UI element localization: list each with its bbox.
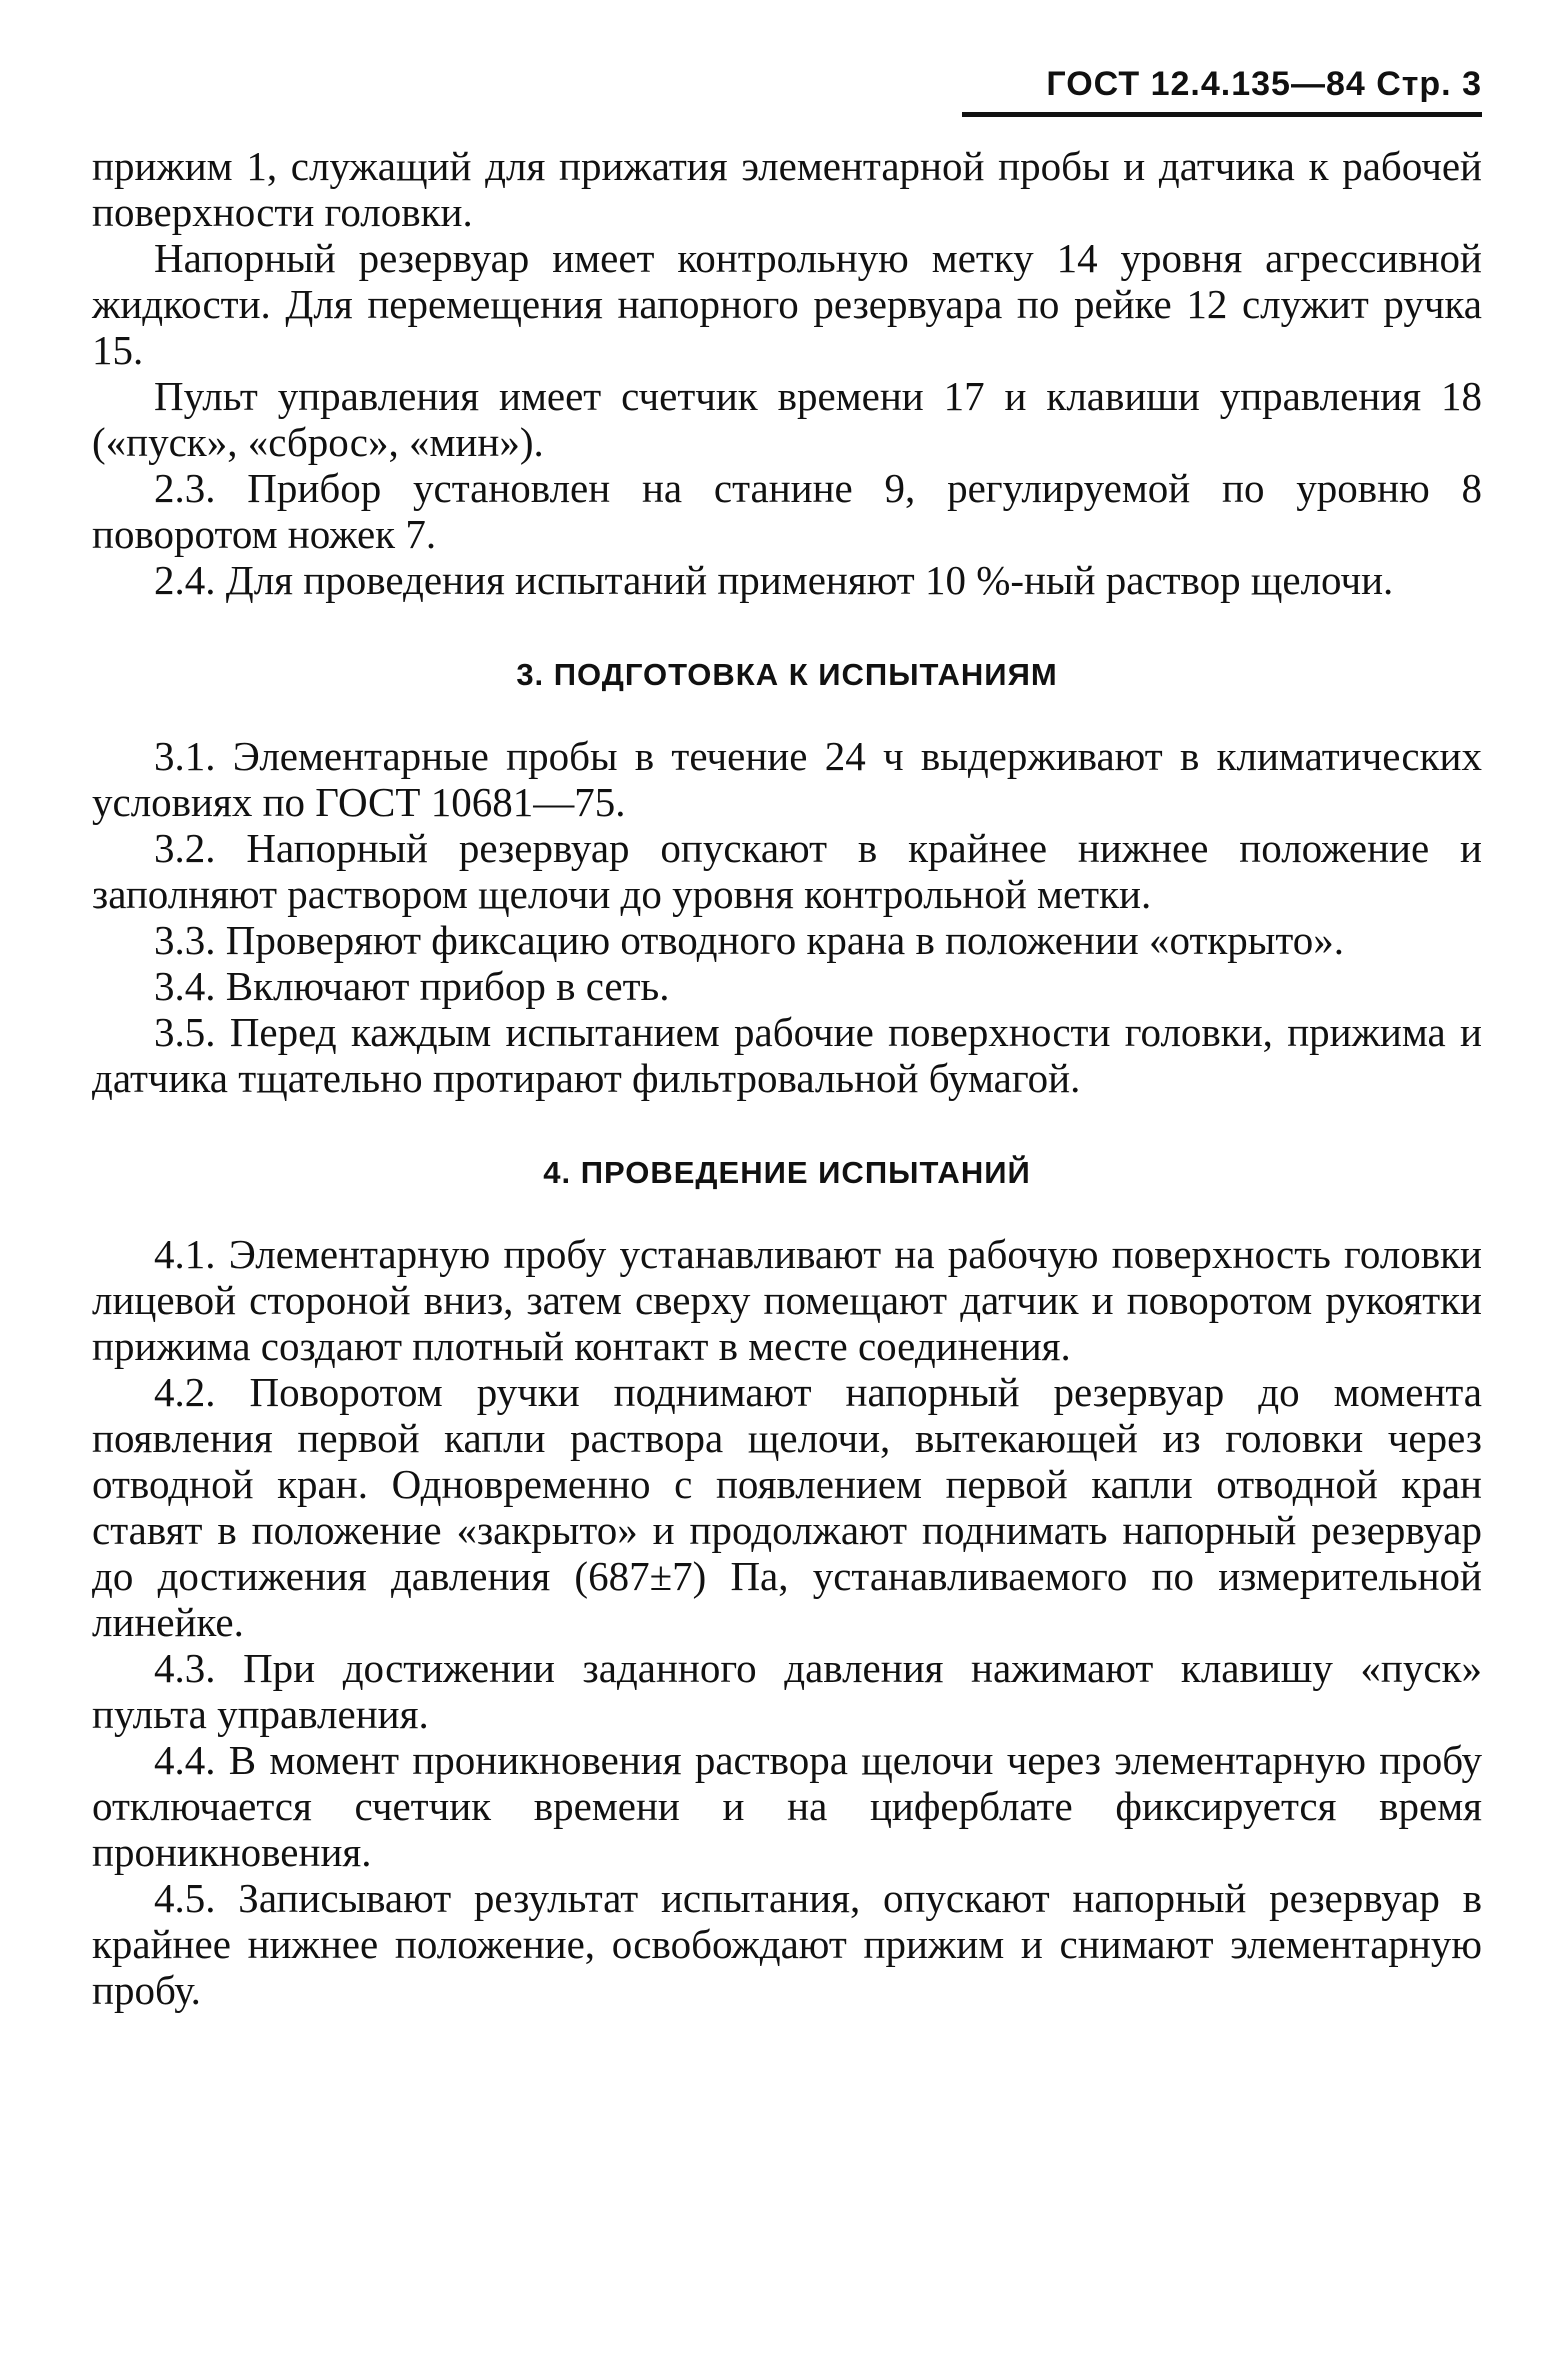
- section-heading-4: 4. ПРОВЕДЕНИЕ ИСПЫТАНИЙ: [543, 1155, 1031, 1190]
- paragraph-3-1: 3.1. Элементарные пробы в течение 24 ч выдерживают в климатических условиях по ГОСТ 10681—75.: [92, 733, 1482, 825]
- paragraph-4-5: 4.5. Записывают результат испытания, опускают напорный резервуар в крайнее нижнее положение, освобождают прижим и снимают элементарную пробу.: [92, 1875, 1482, 2013]
- paragraph-3-2: 3.2. Напорный резервуар опускают в крайнее нижнее положение и заполняют раствором щелочи до уровня контрольной метки.: [92, 825, 1482, 917]
- paragraph: Пульт управления имеет счетчик времени 17 и клавиши управления 18 («пуск», «сброс», «мин»).: [92, 373, 1482, 465]
- paragraph-4-2: 4.2. Поворотом ручки поднимают напорный резервуар до момента появления первой капли раствора щелочи, вытекающей из головки через отводной кран. Одновременно с появлением первой капли отводной кран ставят в положение «закрыто» и продолжают поднимать напорный резервуар до достижения давления (687±7) Па, устанавливаемого по измерительной линейке.: [92, 1369, 1482, 1645]
- paragraph-2-4: 2.4. Для проведения испытаний применяют 10 %-ный раствор щелочи.: [154, 557, 1394, 603]
- paragraph: Напорный резервуар имеет контрольную метку 14 уровня агрессивной жидкости. Для перемещения напорного резервуара по рейке 12 служит ручка 15.: [92, 235, 1482, 373]
- paragraph-2-3: 2.3. Прибор установлен на станине 9, регулируемой по уровню 8 поворотом ножек 7.: [92, 465, 1482, 557]
- paragraph: прижим 1, служащий для прижатия элементарной пробы и датчика к рабочей поверхности головки.: [92, 143, 1482, 235]
- document-body: [92, 143, 1482, 2013]
- paragraph-3-4: 3.4. Включают прибор в сеть.: [154, 963, 670, 1009]
- running-header: ГОСТ 12.4.135—84 Стр. 3: [962, 60, 1482, 117]
- paragraph-3-5: 3.5. Перед каждым испытанием рабочие поверхности головки, прижима и датчика тщательно протирают фильтровальной бумагой.: [92, 1009, 1482, 1101]
- document-page: [92, 60, 1482, 2013]
- paragraph-4-3: 4.3. При достижении заданного давления нажимают клавишу «пуск» пульта управления.: [92, 1645, 1482, 1737]
- section-heading-3: 3. ПОДГОТОВКА К ИСПЫТАНИЯМ: [516, 657, 1058, 692]
- paragraph-3-3: 3.3. Проверяют фиксацию отводного крана в положении «открыто».: [154, 917, 1344, 963]
- paragraph-4-4: 4.4. В момент проникновения раствора щелочи через элементарную пробу отключается счетчик времени и на циферблате фиксируется время проникновения.: [92, 1737, 1482, 1875]
- paragraph-4-1: 4.1. Элементарную пробу устанавливают на рабочую поверхность головки лицевой стороной вниз, затем сверху помещают датчик и поворотом рукоятки прижима создают плотный контакт в месте соединения.: [92, 1231, 1482, 1369]
